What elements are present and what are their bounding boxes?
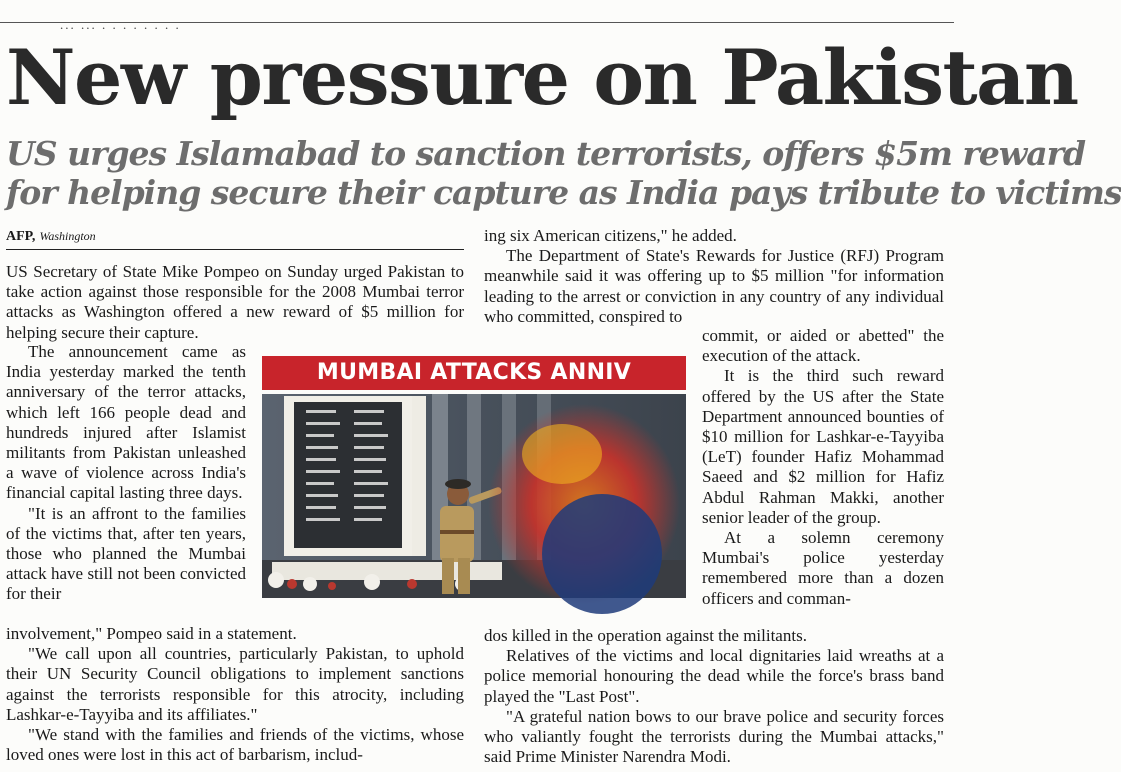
column-2-top	[484, 226, 944, 327]
paragraph: ing six American citizens," he added.	[484, 226, 737, 245]
paragraph: "We call upon all countries, particularly Pakistan, to uphold their UN Security Council obligations to implement sanctions against the terrorists responsible for this atrocity, including Lashkar-e-Tayyiba and its affiliates."	[6, 644, 464, 724]
masthead-fragment: ... ... . . . . . . . .	[60, 17, 181, 32]
paragraph: The announcement came as India yesterday marked the tenth anniversary of the terror attacks, which left 166 people dead and hundreds injured after Islamist militants from Pakistan unleashed a wave of violence across India's financial capital lasting three days.	[6, 342, 246, 503]
paragraph: US Secretary of State Mike Pompeo on Sunday urged Pakistan to take action against those responsible for the 2008 Mumbai terror attacks as Washington offered a new reward of $5 million for helping secure their capture.	[6, 262, 464, 342]
subheadline	[6, 134, 1121, 212]
byline-agency: AFP,	[6, 229, 36, 244]
paragraph: "We stand with the families and friends of the victims, whose loved ones were lost in this act of barbarism, includ-	[6, 725, 464, 765]
column-2-bottom	[484, 626, 944, 767]
paragraph: Relatives of the victims and local dignitaries laid wreaths at a police memorial honouring the dead while the force's brass band played the "Last Post".	[484, 646, 944, 706]
column-1-top	[6, 262, 464, 343]
paragraph: "It is an affront to the families of the victims that, after ten years, those who planned the Mumbai attack have still not been convicted for their	[6, 503, 246, 604]
subhead-line-1: US urges Islamabad to sanction terrorists, offers $5m reward	[6, 134, 1086, 173]
paragraph: The Department of State's Rewards for Justice (RFJ) Program meanwhile said it was offering up to $5 million "for information leading to the arrest or conviction in any country of any individual who committed, conspired to	[484, 246, 944, 326]
paragraph: "A grateful nation bows to our brave police and security forces who valiantly fought the terrorists during the Mumbai attacks," said Prime Minister Narendra Modi.	[484, 706, 944, 767]
byline-place: Washington	[39, 229, 96, 243]
paragraph: It is the third such reward offered by the US after the State Department announced bounties of $10 million for Lashkar-e-Tayyiba (LeT) founder Hafiz Mohammad Saeed and $2 million for Hafiz Abdul Rahman Makki, another senior leader of the group.	[702, 366, 944, 527]
subhead-line-2: for helping secure their capture as India pays tribute to victims	[6, 173, 1121, 212]
photo-banner: MUMBAI ATTACKS ANNIV	[262, 356, 686, 390]
memorial-salute-photo	[262, 394, 686, 598]
byline-rule	[6, 249, 464, 250]
headline: New pressure on Pakistan	[6, 33, 1078, 122]
paragraph: dos killed in the operation against the militants.	[484, 626, 807, 645]
column-2-wrap	[702, 326, 944, 609]
paragraph: At a solemn ceremony Mumbai's police yesterday remembered more than a dozen officers and comman-	[702, 528, 944, 608]
masthead-rule	[0, 17, 954, 32]
paragraph: involvement," Pompeo said in a statement.	[6, 624, 297, 643]
column-1-bottom	[6, 624, 464, 765]
column-1-wrap	[6, 342, 246, 605]
paragraph: commit, or aided or abetted" the execution of the attack.	[702, 326, 944, 366]
byline	[6, 228, 464, 245]
